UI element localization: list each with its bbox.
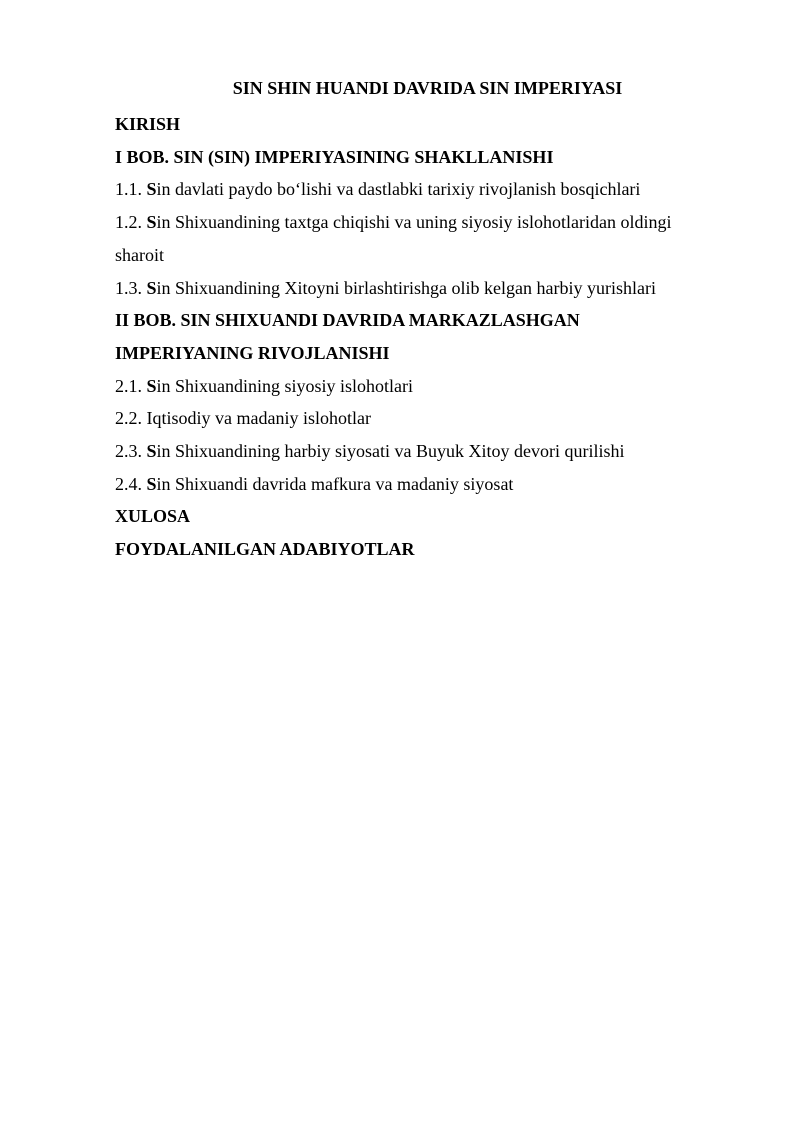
toc-heading	[115, 500, 715, 533]
toc-heading	[115, 304, 715, 337]
toc-entry-text: in Shixuandi davrida mafkura va madaniy siyosat	[156, 473, 514, 494]
toc-entry-initial: S	[146, 375, 157, 396]
toc-entry	[115, 370, 715, 403]
toc-entry-number: 2.4.	[115, 473, 147, 494]
toc-heading	[115, 337, 715, 370]
toc-entry-number: 2.1.	[115, 375, 147, 396]
toc-entry-number: 2.3.	[115, 441, 147, 462]
toc-entry-number: 1.3.	[115, 277, 147, 298]
toc-entry	[115, 435, 715, 468]
toc-entry-text: II BOB. SIN SHIXUANDI DAVRIDA MARKAZLASHGAN	[115, 310, 580, 331]
toc-entry	[115, 239, 715, 272]
toc-entry-initial: S	[146, 179, 157, 200]
toc-entry-initial: S	[146, 277, 157, 298]
toc-entry	[115, 206, 715, 239]
toc-heading	[115, 108, 715, 141]
toc-entry	[115, 468, 715, 501]
toc-entry-initial: S	[146, 441, 157, 462]
toc-entry-initial: S	[146, 212, 157, 233]
toc-entry	[115, 402, 715, 435]
toc-entry-text: IMPERIYANING RIVOJLANISHI	[115, 342, 390, 363]
toc-heading	[115, 141, 715, 174]
table-of-contents	[115, 108, 715, 566]
toc-entry-text: Iqtisodiy va madaniy islohotlar	[146, 408, 371, 429]
toc-entry-text: FOYDALANILGAN ADABIYOTLAR	[115, 539, 415, 560]
toc-entry-text: in Shixuandining taxtga chiqishi va uning siyosiy islohotlaridan oldingi	[156, 212, 672, 233]
toc-entry-text: in Shixuandining siyosiy islohotlari	[156, 375, 414, 396]
document-title: SIN SHIN HUANDI DAVRIDA SIN IMPERIYASI	[232, 78, 623, 98]
toc-entry-number: 2.2.	[115, 408, 147, 429]
toc-entry-number: 1.2.	[115, 212, 147, 233]
toc-entry-number: 1.1.	[115, 179, 147, 200]
toc-entry-text: KIRISH	[115, 114, 181, 134]
toc-entry-initial: S	[146, 473, 157, 494]
toc-entry	[115, 173, 715, 206]
toc-entry-text: in Shixuandining Xitoyni birlashtirishga olib kelgan harbiy yurishlari	[156, 277, 656, 298]
toc-entry-text: XULOSA	[115, 506, 191, 527]
toc-entry-text: I BOB. SIN (SIN) IMPERIYASINING SHAKLLANISHI	[115, 146, 554, 167]
toc-entry-text: in Shixuandining harbiy siyosati va Buyuk Xitoy devori qurilishi	[156, 441, 625, 462]
toc-heading	[115, 533, 715, 566]
toc-entry	[115, 272, 715, 305]
toc-entry-text: in davlati paydo bo‘lishi va dastlabki tarixiy rivojlanish bosqichlari	[156, 179, 641, 200]
toc-entry-text: sharoit	[115, 244, 164, 265]
